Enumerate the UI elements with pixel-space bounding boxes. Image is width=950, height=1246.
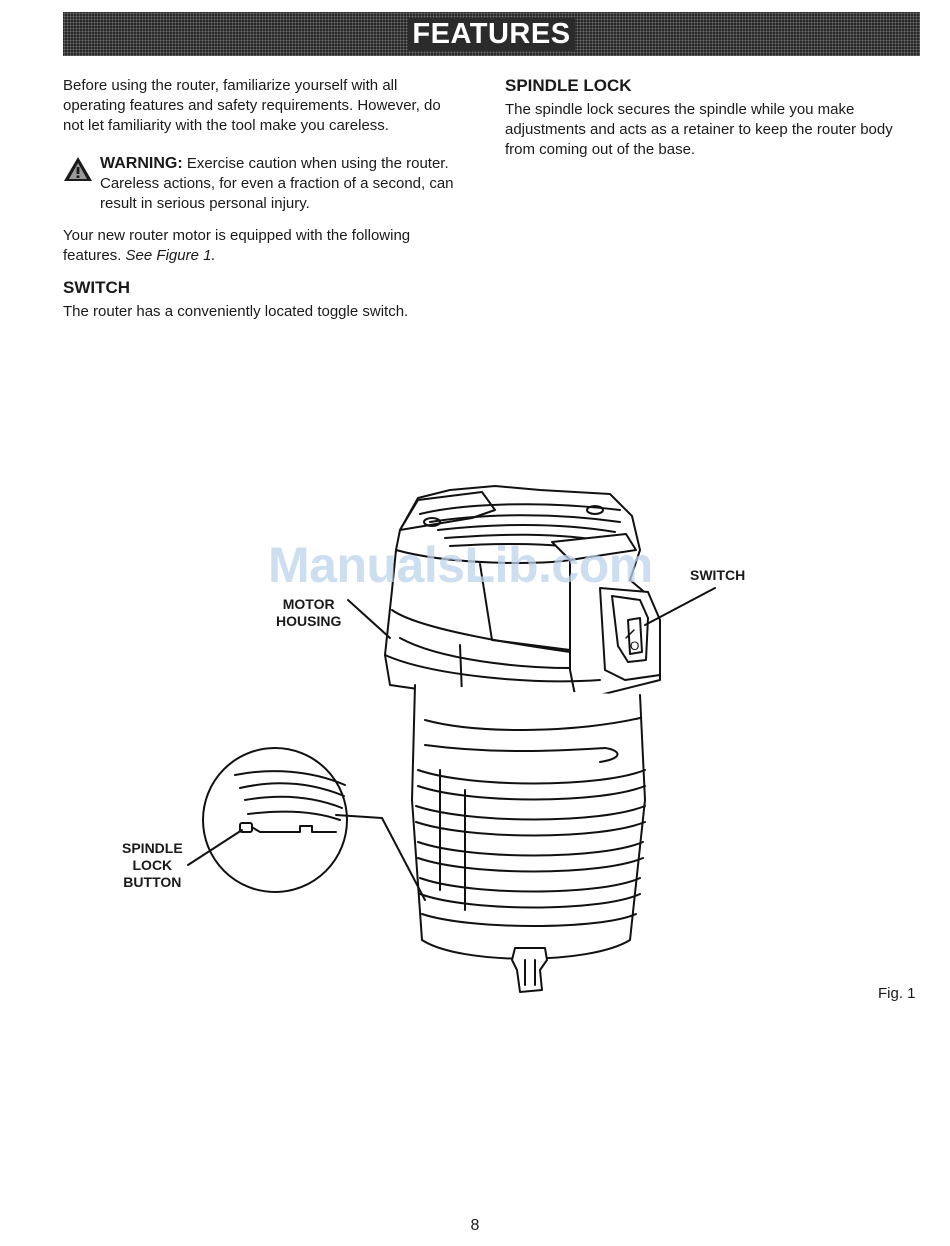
section-banner	[63, 12, 920, 56]
switch-description: The router has a conveniently located toggle switch.	[63, 303, 409, 320]
switch-label: SWITCH	[690, 567, 746, 583]
spindle-lock-button-label: SPINDLE LOCK BUTTON	[122, 840, 183, 890]
warning-triangle-icon	[63, 156, 93, 182]
router-body-outline	[412, 685, 645, 959]
warning-label: WARNING:	[100, 155, 183, 172]
motor-housing-label: MOTOR HOUSING	[276, 596, 342, 629]
intro-paragraph: Before using the router, familiarize yourself with all operating features and safety requirements. However, do not let familiarity with the tool make you careless.	[63, 77, 441, 134]
motor-housing-leader	[348, 600, 390, 638]
right-column	[505, 76, 905, 160]
figure-reference: See Figure 1.	[125, 247, 216, 264]
left-column	[63, 76, 463, 322]
warning-body: Exercise caution when using the router. Careless actions, for even a fraction of a second, can result in serious personal injury.	[100, 155, 454, 212]
svg-text:O: O	[630, 639, 640, 653]
spindle-lock-inset	[203, 748, 347, 892]
spindle-lock-description: The spindle lock secures the spindle while you make adjustments and acts as a retainer to keep the router body from coming out of the base.	[505, 101, 893, 158]
page-number: 8	[470, 1217, 480, 1234]
page-title: FEATURES	[408, 18, 574, 51]
warning-block	[63, 154, 463, 214]
switch-heading: SWITCH	[63, 278, 131, 297]
figure-caption: Fig. 1	[878, 985, 916, 1002]
warning-text	[100, 154, 463, 214]
router-figure	[100, 470, 800, 1010]
switch-leader	[645, 588, 715, 625]
spindle-nut	[512, 948, 547, 992]
watermark: ManualsLib.com	[268, 537, 653, 593]
features-text: Your new router motor is equipped with the following features.	[63, 227, 411, 264]
features-paragraph	[63, 226, 463, 266]
spindle-lock-heading: SPINDLE LOCK	[505, 76, 632, 95]
